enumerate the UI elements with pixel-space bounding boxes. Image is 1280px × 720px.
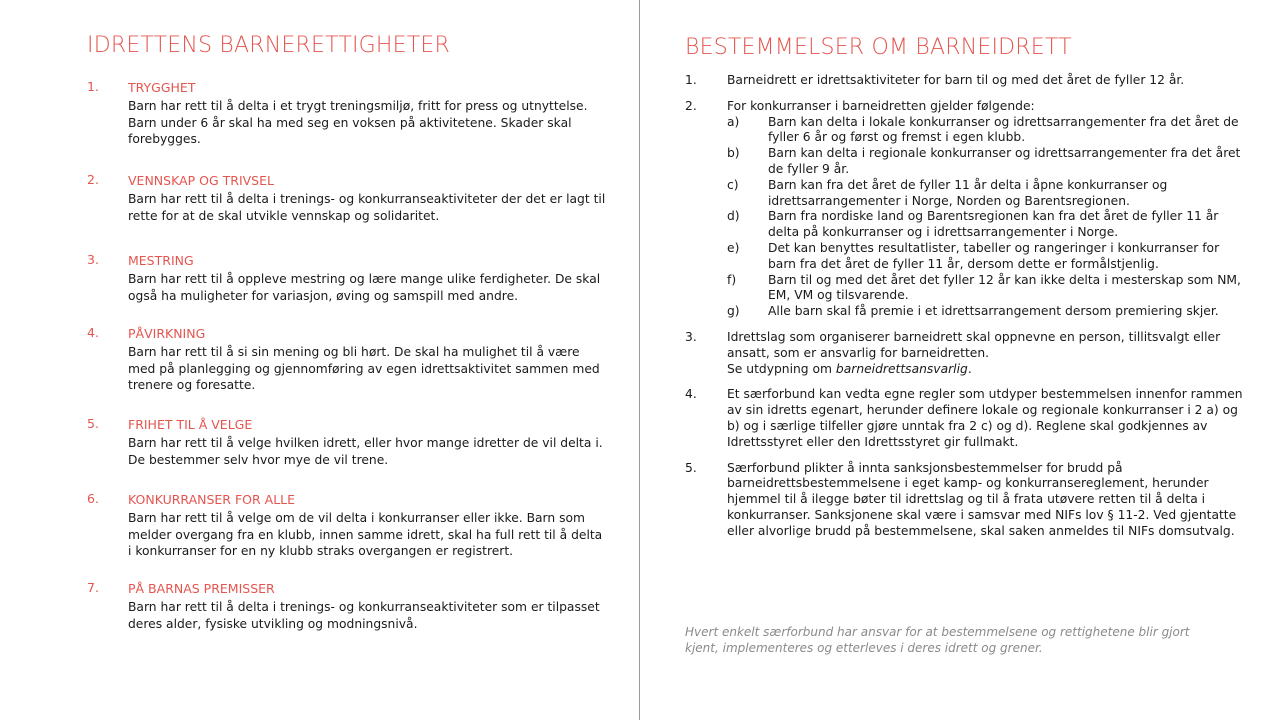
item-number: 4.: [87, 325, 99, 340]
item-heading: PÅ BARNAS PREMISSER: [128, 581, 275, 596]
rights-item: [87, 172, 607, 252]
left-page: [0, 0, 639, 720]
sub-rule: [727, 178, 1245, 210]
rule-number: 4.: [685, 387, 697, 402]
sub-rule: [727, 304, 1245, 320]
rights-item: [87, 325, 607, 416]
rights-title: IDRETTENS BARNERETTIGHETER: [87, 33, 451, 58]
item-body: Barn har rett til å delta i trenings- og konkurranseaktiviteter der det er lagt til rette for at de skal utvikle vennskap og solidaritet.: [128, 192, 606, 223]
sub-text: Barn kan delta i regionale konkurranser og idrettsarrangementer fra det året de fyller 9 år.: [768, 146, 1241, 176]
sub-letter: c): [727, 177, 739, 192]
rule-text: For konkurranser i barneidretten gjelder følgende:: [727, 98, 1035, 113]
item-number: 2.: [87, 172, 99, 187]
rule-item: [685, 330, 1245, 377]
sub-letter: a): [727, 114, 740, 129]
sub-letter: e): [727, 240, 740, 255]
item-heading: PÅVIRKNING: [128, 326, 206, 341]
item-number: 6.: [87, 491, 99, 506]
sub-text: Barn til og med det året det fyller 12 år kan ikke delta i mesterskap som NM, EM, VM og tilsvarende.: [768, 272, 1241, 303]
item-heading: MESTRING: [128, 253, 194, 268]
sub-letter: f): [727, 272, 737, 287]
rights-item: [87, 416, 607, 491]
item-body: Barn har rett til å delta i trenings- og konkurranseaktiviteter som er tilpasset deres alder, fysiske utvikling og modningsnivå.: [128, 600, 600, 631]
item-body: Barn har rett til å delta i et trygt treningsmiljø, fritt for press og utnyttelse. Barn under 6 år skal ha med seg en voksen på aktivitetene. Skader skal forebygges.: [128, 99, 588, 146]
rule-item: [685, 387, 1245, 450]
rule-text-main: Idrettslag som organiserer barneidrett skal oppnevne en person, tillitsvalgt eller ansatt, som er ansvarlig for barneidretten.: [727, 329, 1221, 360]
rule-item: [685, 99, 1245, 320]
barneidrettsansvarlig-link[interactable]: barneidrettsansvarlig: [835, 361, 968, 376]
sub-text: Alle barn skal få premie i et idrettsarrangement dersom premiering skjer.: [768, 304, 1219, 319]
item-number: 7.: [87, 580, 99, 595]
responsibility-note: Hvert enkelt særforbund har ansvar for at bestemmelsene og rettighetene blir gjort kjent, implementeres og etterleves i deres idrett og grener.: [685, 625, 1190, 655]
sub-rule: [727, 115, 1245, 147]
rule-number: 5.: [685, 460, 697, 475]
item-number: 3.: [87, 252, 99, 267]
sub-rule: [727, 241, 1245, 273]
rights-item: [87, 491, 607, 580]
see-suffix: .: [967, 361, 972, 376]
rights-list: [87, 79, 607, 632]
item-heading: VENNSKAP OG TRIVSEL: [128, 173, 274, 188]
sub-text: Barn kan fra det året de fyller 11 år delta i åpne konkurranser og idrettsarrangementer i Norge, Norden og Barentsregionen.: [768, 177, 1168, 208]
sub-text: Barn fra nordiske land og Barentsregionen kan fra det året de fyller 11 år delta på konkurranser og i idrettsarrangementer i Norge.: [768, 209, 1219, 240]
sub-text: Det kan benyttes resultatlister, tabeller og rangeringer i konkurranser for barn fra det året de fyller 11 år, dersom dette er formålstjenlig.: [768, 240, 1220, 271]
rule-text: Særforbund plikter å innta sanksjonsbestemmelser for brudd på barneidrettsbestemmelsene i eget kamp- og konkurransereglement, herunder hjemmel til å ilegge bøter til idrettslag og til å frata utøvere retten til å delta i konkurranser. Sanksjonene skal være i samsvar med NIFs lov § 11-2. Ved gjentatte eller alvorlige brudd på bestemmelsene, skal saken anmeldes til NIFs domsutvalg.: [727, 460, 1237, 538]
see-prefix: Se utdypning om: [727, 361, 836, 376]
rules-title: BESTEMMELSER OM BARNEIDRETT: [685, 35, 1072, 60]
sub-rule: [727, 209, 1245, 241]
rules-list: [685, 73, 1245, 540]
item-body: Barn har rett til å velge om de vil delta i konkurranser eller ikke. Barn som melder overgang fra en klubb, innen samme idrett, skal ha full rett til å delta i konkurranser for en ny klubb straks overgangen er registrert.: [128, 511, 603, 558]
item-number: 1.: [87, 79, 99, 94]
sub-letter: g): [727, 304, 740, 319]
item-body: Barn har rett til å oppleve mestring og lære mange ulike ferdigheter. De skal også ha muligheter for variasjon, øving og samspill med andre.: [128, 272, 601, 303]
item-heading: TRYGGHET: [128, 80, 196, 95]
rights-item: [87, 79, 607, 172]
item-body: Barn har rett til å velge hvilken idrett, eller hvor mange idretter de vil delta i. De bestemmer selv hvor mye de vil trene.: [128, 436, 603, 467]
rule-text: Barneidrett er idrettsaktiviteter for barn til og med det året de fyller 12 år.: [727, 73, 1185, 87]
rule-number: 1.: [685, 73, 697, 87]
rights-item: [87, 252, 607, 325]
rule-item: [685, 461, 1245, 540]
sub-text: Barn kan delta i lokale konkurranser og idrettsarrangementer fra det året de fyller 6 år og først og fremst i egen klubb.: [768, 114, 1239, 145]
rule-text: [727, 330, 1245, 377]
sub-rule: [727, 146, 1245, 178]
sub-rule: [727, 273, 1245, 305]
rights-item: [87, 580, 607, 632]
sub-letter: b): [727, 146, 740, 161]
rule-number: 3.: [685, 329, 697, 344]
rule-item: [685, 73, 1245, 89]
right-page: [640, 0, 1280, 720]
rule-text: Et særforbund kan vedta egne regler som utdyper bestemmelsen innenfor rammen av sin idretts egenart, herunder definere lokale og regionale konkurranser i 2 a) og b) og i særlige tilfeller gjøre unntak fra 2 c) og d). Reglene skal godkjennes av Idrettsstyret eller den Idrettsstyret gir fullmakt.: [727, 387, 1243, 449]
item-body: Barn har rett til å si sin mening og bli hørt. De skal ha mulighet til å være med på planlegging og gjennomføring av egen idrettsaktivitet sammen med trenere og foresatte.: [128, 345, 600, 392]
item-heading: FRIHET TIL Å VELGE: [128, 417, 253, 432]
item-number: 5.: [87, 416, 99, 431]
item-heading: KONKURRANSER FOR ALLE: [128, 492, 296, 507]
rule-number: 2.: [685, 98, 697, 113]
sub-letter: d): [727, 209, 740, 224]
